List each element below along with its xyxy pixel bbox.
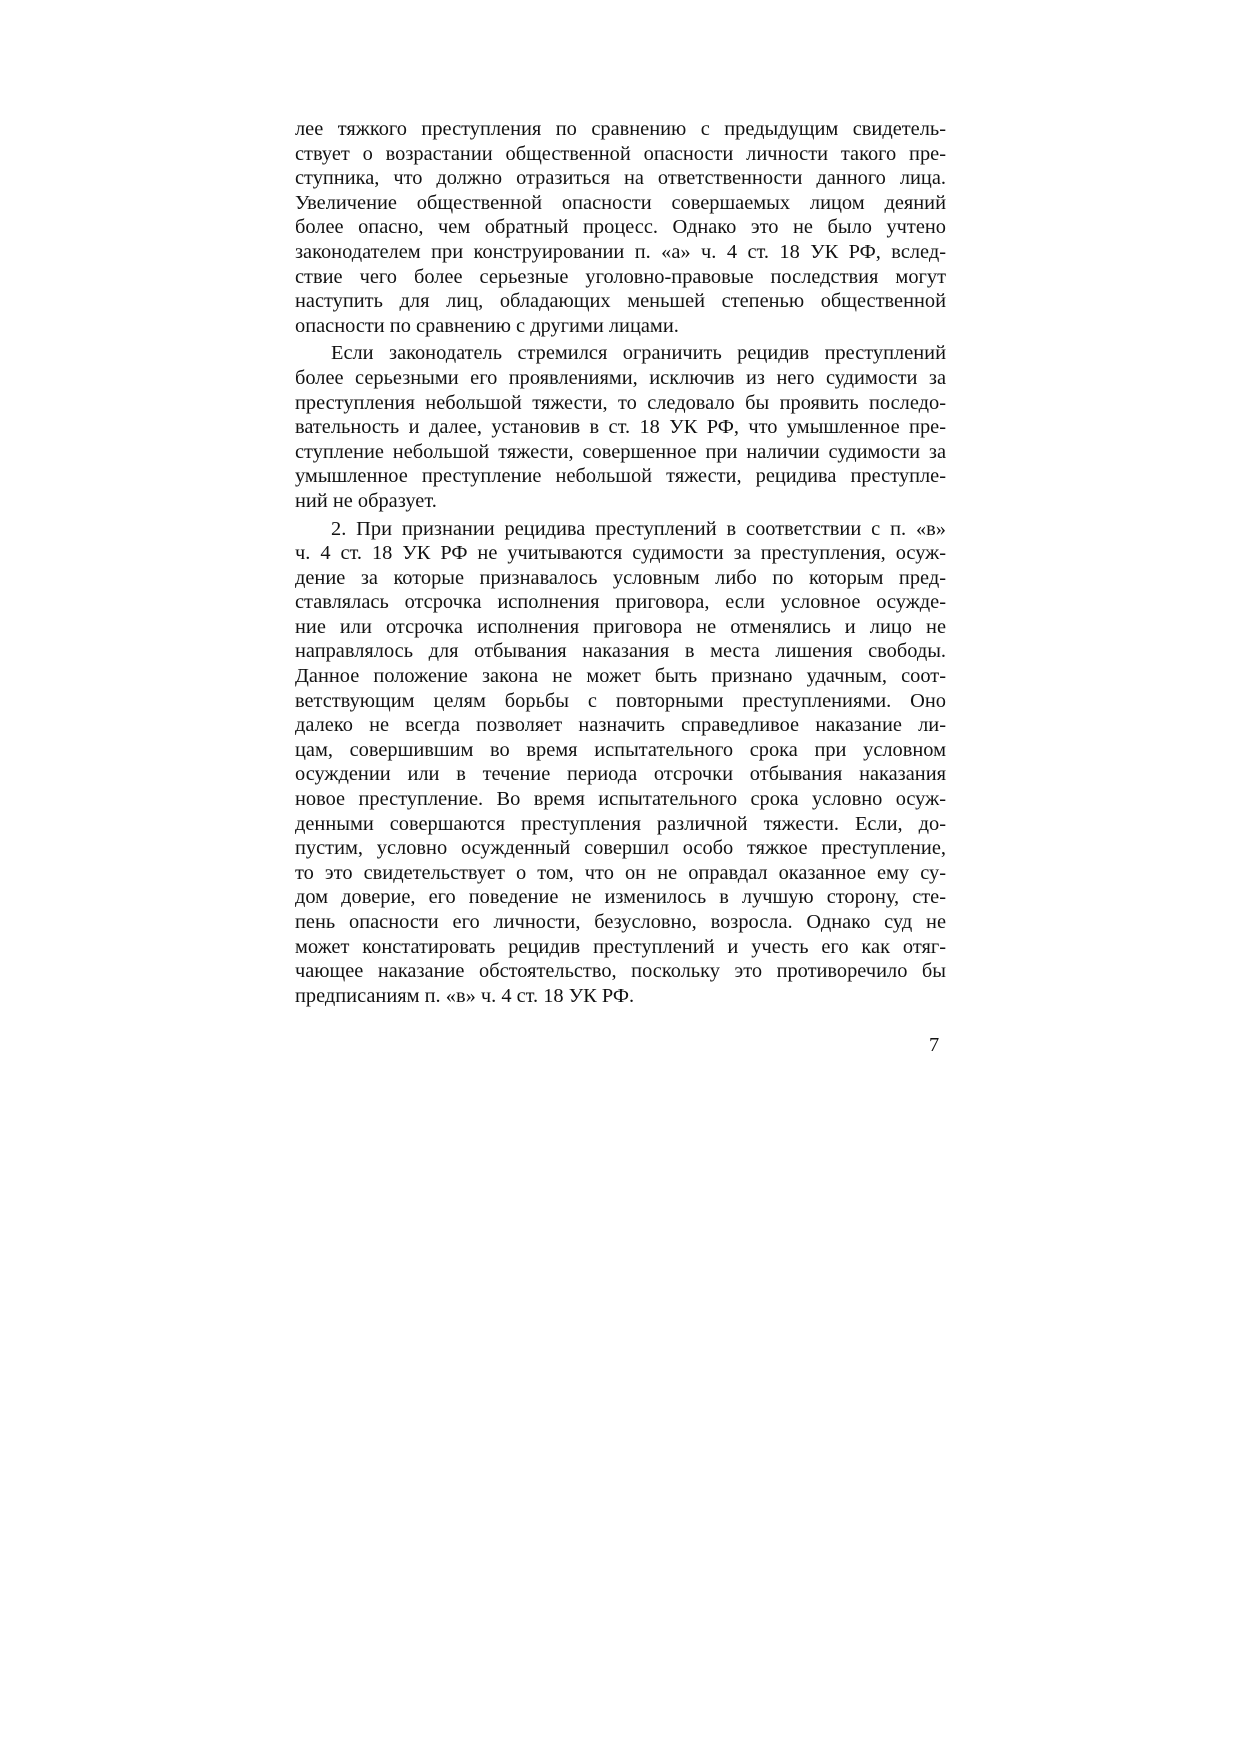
text-line: преступления небольшой тяжести, то следовало бы проявить последо- [295, 391, 946, 414]
text-line: Если законодатель стремился ограничить рецидив преступлений [331, 342, 946, 365]
text-line: 2. При признании рецидива преступлений в соответствии с п. «в» [331, 517, 946, 540]
text-line: то это свидетельствует о том, что он не оправдал оказанное ему су- [295, 861, 946, 884]
text-line: далеко не всегда позволяет назначить справедливое наказание ли- [295, 714, 946, 737]
text-line: дом доверие, его поведение не изменилось в лучшую сторону, сте- [295, 886, 946, 909]
text-line: опасности по сравнению с другими лицами. [295, 314, 679, 337]
text-line: Увеличение общественной опасности совершаемых лицом деяний [295, 191, 946, 214]
text-line: более опасно, чем обратный процесс. Однако это не было учтено [295, 216, 946, 239]
text-line: законодателем при конструировании п. «а» ч. 4 ст. 18 УК РФ, вслед- [295, 240, 946, 263]
text-line: дение за которые признавалось условным либо по которым пред- [295, 566, 946, 589]
paragraph-point-2 [295, 517, 946, 1009]
text-line: пустим, условно осужденный совершил особо тяжкое преступление, [295, 837, 946, 860]
page-number: 7 [929, 1034, 940, 1056]
text-line: предписаниям п. «в» ч. 4 ст. 18 УК РФ. [295, 984, 635, 1007]
paragraph-continuation [295, 117, 946, 338]
text-line: ч. 4 ст. 18 УК РФ не учитываются судимости за преступления, осуж- [295, 542, 946, 565]
text-line: осуждении или в течение периода отсрочки отбывания наказания [295, 763, 946, 786]
text-line: направлялось для отбывания наказания в места лишения свободы. [295, 640, 946, 663]
text-line: ствует о возрастании общественной опасности личности такого пре- [295, 142, 946, 165]
text-line: ставлялась отсрочка исполнения приговора, если условное осужде- [295, 591, 946, 614]
text-line: цам, совершившим во время испытательного срока при условном [295, 738, 946, 761]
text-line: Данное положение закона не может быть признано удачным, соот- [295, 665, 946, 688]
paragraph-legislator [295, 341, 946, 513]
text-line: умышленное преступление небольшой тяжести, рецидива преступле- [295, 465, 946, 488]
text-line: ветствующим целям борьбы с повторными преступлениями. Оно [295, 689, 946, 712]
text-line: пень опасности его личности, безусловно, возросла. Однако суд не [295, 911, 946, 933]
text-line: чающее наказание обстоятельство, поскольку это противоречило бы [295, 960, 946, 983]
text-line: может констатировать рецидив преступлений и учесть его как отяг- [295, 935, 946, 958]
text-line: ступника, что должно отразиться на ответственности данного лица. [295, 167, 946, 190]
text-line: денными совершаются преступления различной тяжести. Если, до- [295, 812, 946, 835]
text-line: более серьезными его проявлениями, исключив из него судимости за [295, 366, 946, 389]
text-line: ние или отсрочка исполнения приговора не отменялись и лицо не [295, 615, 946, 638]
text-line: вательность и далее, установив в ст. 18 УК РФ, что умышленное пре- [295, 416, 946, 439]
text-line: ний не образует. [295, 489, 437, 512]
body-text [295, 117, 946, 1008]
text-line: ствие чего более серьезные уголовно-правовые последствия могут [295, 265, 946, 288]
text-line: лее тяжкого преступления по сравнению с предыдущим свидетель- [295, 118, 946, 140]
text-line: новое преступление. Во время испытательного срока условно осуж- [295, 788, 946, 811]
text-line: ступление небольшой тяжести, совершенное при наличии судимости за [295, 440, 946, 463]
text-line: наступить для лиц, обладающих меньшей степенью общественной [295, 290, 946, 313]
